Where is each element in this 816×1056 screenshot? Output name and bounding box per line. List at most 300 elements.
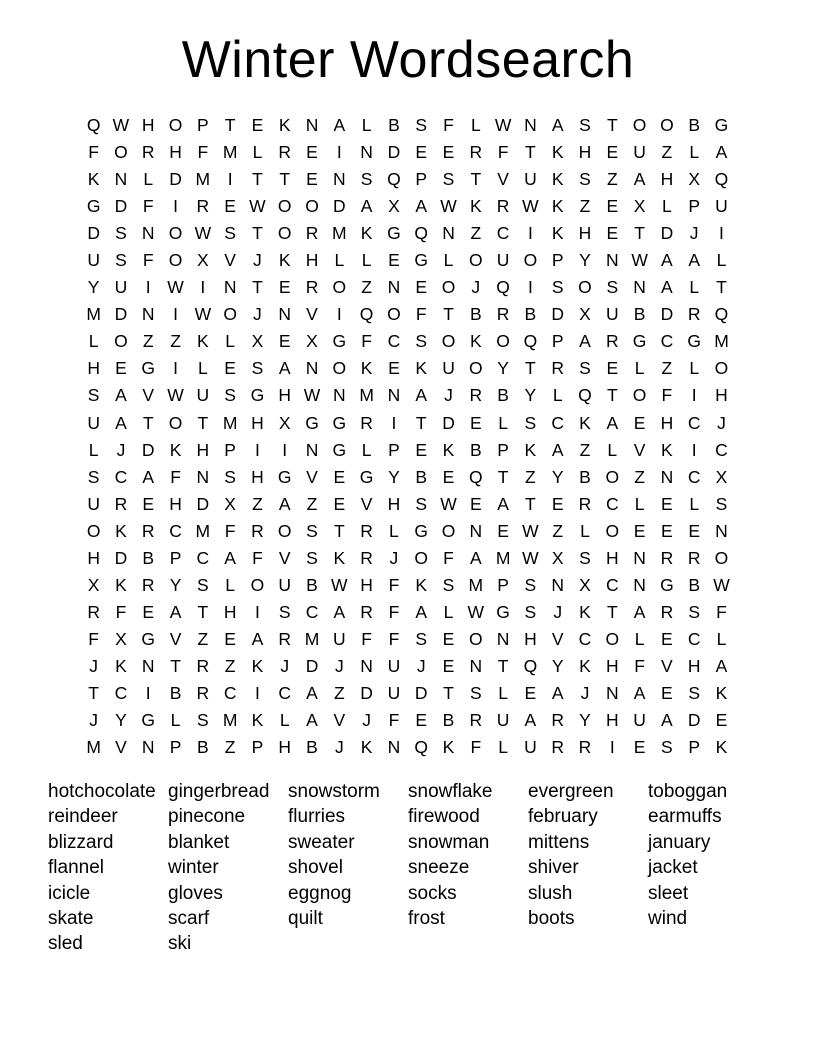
- grid-cell: Q: [387, 169, 401, 190]
- grid-cell: Z: [224, 737, 236, 758]
- grid-cell: K: [551, 223, 564, 244]
- grid-cell: V: [333, 710, 346, 731]
- grid-cell: T: [252, 169, 263, 190]
- grid-cell: N: [387, 385, 401, 406]
- grid-cell: M: [714, 331, 729, 352]
- grid-cell: O: [168, 250, 183, 271]
- grid-cell: R: [578, 737, 592, 758]
- word-list-column: [48, 779, 168, 957]
- grid-cell: G: [332, 331, 347, 352]
- grid-cell: L: [252, 142, 263, 163]
- grid-cell: Z: [661, 142, 673, 163]
- grid-cell: I: [719, 223, 724, 244]
- grid-cell: E: [333, 493, 346, 514]
- grid-cell: N: [387, 277, 401, 298]
- grid-cell: M: [495, 547, 511, 568]
- grid-cell: K: [661, 439, 673, 460]
- grid-cell: O: [277, 196, 292, 217]
- grid-cell: A: [278, 358, 291, 379]
- grid-cell: R: [360, 547, 373, 568]
- grid-cell: N: [333, 385, 346, 406]
- grid-cell: U: [496, 250, 510, 271]
- grid-cell: R: [660, 547, 674, 568]
- grid-cell: E: [497, 520, 509, 541]
- grid-cell: S: [87, 466, 100, 487]
- grid-cell: D: [442, 412, 455, 433]
- grid-cell: J: [334, 655, 344, 676]
- grid-cell: I: [173, 358, 178, 379]
- grid-cell: E: [224, 628, 236, 649]
- grid-cell: E: [633, 412, 646, 433]
- grid-cell: B: [442, 710, 455, 731]
- grid-cell: W: [631, 250, 648, 271]
- grid-cell: W: [331, 574, 348, 595]
- grid-cell: P: [169, 547, 182, 568]
- grid-cell: J: [580, 683, 590, 703]
- page-title: Winter Wordsearch: [181, 31, 635, 89]
- grid-cell: W: [713, 574, 730, 595]
- grid-cell: G: [414, 520, 429, 541]
- grid-cell: K: [551, 169, 564, 190]
- grid-cell: E: [415, 142, 428, 163]
- grid-row: [80, 247, 735, 274]
- grid-cell: V: [278, 547, 291, 568]
- grid-cell: E: [278, 331, 291, 352]
- grid-cell: F: [388, 710, 400, 731]
- word-list-item: february: [528, 806, 598, 828]
- grid-cell: T: [606, 385, 618, 406]
- grid-cell: O: [632, 385, 647, 406]
- grid-cell: O: [660, 115, 674, 136]
- grid-cell: T: [525, 358, 536, 379]
- grid-cell: W: [494, 115, 512, 136]
- grid-cell: S: [415, 115, 428, 136]
- grid-cell: J: [389, 547, 399, 568]
- grid-cell: E: [524, 683, 537, 703]
- grid-cell: O: [441, 331, 456, 352]
- grid-cell: C: [687, 628, 701, 649]
- grid-cell: T: [333, 520, 345, 541]
- word-list-item: flurries: [288, 806, 346, 828]
- grid-cell: K: [442, 439, 455, 460]
- grid-cell: E: [442, 628, 455, 649]
- grid-cell: K: [579, 412, 591, 433]
- wordsearch-grid: [80, 112, 735, 761]
- grid-cell: H: [387, 493, 401, 514]
- grid-cell: N: [141, 304, 155, 325]
- grid-cell: K: [551, 196, 564, 217]
- grid-cell: Y: [579, 250, 591, 271]
- grid-cell: N: [141, 223, 155, 244]
- grid-row: [80, 301, 735, 328]
- grid-cell: J: [116, 439, 126, 460]
- grid-cell: P: [415, 169, 428, 190]
- grid-cell: E: [661, 683, 673, 703]
- grid-cell: L: [361, 250, 372, 271]
- grid-cell: F: [88, 628, 99, 649]
- grid-cell: K: [469, 331, 482, 352]
- grid-cell: O: [168, 412, 183, 433]
- grid-cell: E: [388, 250, 400, 271]
- grid-cell: F: [115, 601, 127, 622]
- grid-cell: T: [525, 142, 536, 163]
- grid-cell: L: [170, 710, 181, 731]
- grid-cell: O: [468, 628, 483, 649]
- grid-cell: M: [86, 737, 101, 758]
- grid-cell: O: [387, 304, 401, 325]
- grid-cell: F: [415, 304, 427, 325]
- grid-cell: A: [360, 196, 373, 217]
- grid-cell: O: [605, 466, 620, 487]
- grid-cell: T: [142, 412, 154, 433]
- grid-row: [80, 707, 735, 734]
- grid-cell: T: [279, 169, 291, 190]
- grid-cell: A: [415, 196, 428, 217]
- word-list-item: jacket: [648, 857, 698, 879]
- grid-cell: J: [89, 710, 99, 731]
- grid-cell: M: [222, 412, 238, 433]
- grid-cell: A: [661, 277, 673, 298]
- grid-cell: K: [360, 737, 373, 758]
- grid-cell: C: [169, 520, 182, 541]
- grid-cell: T: [606, 115, 618, 136]
- grid-cell: E: [715, 710, 728, 731]
- grid-cell: S: [606, 277, 619, 298]
- grid-cell: W: [112, 115, 130, 136]
- grid-cell: T: [497, 655, 509, 676]
- grid-cell: L: [334, 250, 345, 271]
- grid-cell: G: [496, 601, 510, 622]
- word-list-item: sneeze: [408, 857, 470, 879]
- grid-cell: T: [252, 223, 263, 244]
- grid-cell: M: [222, 710, 238, 731]
- grid-cell: E: [251, 115, 264, 136]
- grid-cell: R: [469, 710, 483, 731]
- grid-cell: W: [303, 385, 321, 406]
- grid-row: [80, 518, 735, 545]
- grid-cell: Z: [552, 520, 564, 541]
- grid-cell: D: [551, 304, 565, 325]
- grid-cell: K: [579, 601, 591, 622]
- grid-cell: U: [333, 628, 346, 649]
- grid-cell: H: [605, 655, 619, 676]
- grid-cell: R: [278, 142, 292, 163]
- word-list-item: skate: [48, 908, 94, 930]
- grid-cell: W: [167, 385, 184, 406]
- grid-cell: O: [332, 277, 347, 298]
- grid-cell: L: [498, 412, 508, 433]
- grid-cell: O: [714, 547, 729, 568]
- grid-cell: X: [579, 574, 591, 595]
- grid-cell: V: [497, 169, 509, 190]
- grid-cell: F: [88, 142, 99, 163]
- grid-row: [80, 382, 735, 409]
- grid-cell: H: [278, 737, 292, 758]
- grid-cell: N: [660, 466, 674, 487]
- grid-cell: V: [115, 737, 127, 758]
- grid-cell: R: [87, 601, 100, 622]
- grid-cell: Q: [578, 385, 592, 406]
- grid-cell: W: [522, 547, 539, 568]
- grid-cell: A: [715, 142, 728, 163]
- grid-cell: G: [414, 250, 429, 271]
- grid-row: [80, 491, 735, 518]
- grid-cell: S: [115, 250, 127, 271]
- grid-cell: K: [278, 250, 291, 271]
- grid-cell: T: [470, 169, 482, 190]
- grid-cell: I: [609, 737, 615, 758]
- word-list-item: snowstorm: [288, 781, 380, 802]
- grid-cell: W: [522, 196, 539, 217]
- grid-cell: K: [415, 574, 428, 595]
- grid-cell: I: [254, 439, 260, 460]
- grid-cell: E: [224, 196, 236, 217]
- grid-cell: K: [251, 655, 264, 676]
- word-list-item: snowman: [408, 831, 490, 853]
- grid-cell: I: [254, 683, 260, 703]
- grid-cell: Y: [497, 358, 509, 379]
- grid-cell: C: [223, 683, 237, 703]
- grid-cell: U: [387, 683, 401, 703]
- grid-cell: D: [387, 142, 401, 163]
- word-list-item: ski: [168, 933, 192, 955]
- grid-row: [80, 626, 735, 653]
- grid-cell: L: [361, 439, 372, 460]
- grid-cell: O: [496, 331, 510, 352]
- word-list-item: mittens: [528, 831, 590, 853]
- grid-cell: C: [605, 574, 619, 595]
- grid-cell: B: [415, 466, 428, 487]
- grid-cell: N: [605, 250, 619, 271]
- word-list-item: sweater: [288, 831, 355, 853]
- grid-cell: R: [687, 304, 701, 325]
- grid-cell: S: [524, 412, 537, 433]
- grid-cell: O: [250, 574, 265, 595]
- grid-cell: K: [278, 115, 291, 136]
- grid-cell: N: [524, 115, 537, 136]
- grid-row: [80, 328, 735, 355]
- grid-cell: G: [632, 331, 647, 352]
- grid-cell: N: [442, 223, 455, 244]
- grid-cell: N: [360, 655, 373, 676]
- word-list-item: toboggan: [648, 781, 728, 802]
- grid-cell: S: [715, 493, 728, 514]
- grid-cell: L: [389, 520, 399, 541]
- grid-cell: A: [142, 466, 155, 487]
- grid-cell: G: [387, 223, 401, 244]
- grid-cell: K: [333, 547, 346, 568]
- grid-cell: Z: [579, 196, 591, 217]
- grid-cell: O: [441, 520, 456, 541]
- grid-cell: R: [360, 601, 373, 622]
- grid-cell: E: [388, 358, 400, 379]
- word-list-column: [408, 779, 528, 957]
- grid-cell: H: [360, 574, 373, 595]
- grid-cell: B: [633, 304, 646, 325]
- grid-cell: H: [169, 142, 182, 163]
- grid-cell: U: [442, 358, 455, 379]
- grid-cell: E: [469, 493, 482, 514]
- grid-cell: C: [278, 683, 292, 703]
- grid-cell: T: [443, 683, 454, 703]
- grid-cell: V: [306, 466, 318, 487]
- grid-cell: S: [579, 547, 591, 568]
- grid-cell: T: [88, 683, 99, 703]
- grid-cell: O: [441, 277, 456, 298]
- word-list-item: socks: [408, 882, 457, 904]
- grid-cell: S: [115, 223, 127, 244]
- grid-cell: A: [115, 412, 127, 433]
- grid-cell: A: [579, 331, 591, 352]
- grid-cell: S: [306, 520, 318, 541]
- word-list-item: blizzard: [48, 831, 114, 853]
- grid-cell: V: [306, 304, 318, 325]
- grid-cell: C: [496, 223, 510, 244]
- grid-cell: E: [224, 358, 236, 379]
- grid-cell: Q: [359, 304, 374, 325]
- grid-cell: S: [442, 169, 455, 190]
- grid-cell: B: [469, 304, 482, 325]
- grid-cell: I: [336, 304, 342, 325]
- grid-cell: A: [169, 601, 182, 622]
- grid-cell: N: [469, 520, 483, 541]
- grid-cell: E: [606, 358, 619, 379]
- grid-cell: A: [606, 412, 619, 433]
- grid-cell: O: [523, 250, 538, 271]
- grid-cell: U: [87, 250, 100, 271]
- word-list-item: reindeer: [48, 806, 118, 828]
- grid-cell: S: [87, 385, 100, 406]
- grid-cell: H: [687, 655, 701, 676]
- grid-cell: K: [115, 655, 127, 676]
- grid-cell: E: [606, 196, 619, 217]
- grid-cell: R: [469, 142, 483, 163]
- grid-cell: A: [224, 547, 236, 568]
- word-list-item: wind: [648, 908, 688, 930]
- grid-cell: R: [278, 628, 292, 649]
- word-list-item: sleet: [648, 882, 689, 904]
- grid-cell: O: [114, 142, 128, 163]
- grid-cell: I: [691, 439, 697, 460]
- grid-cell: F: [361, 628, 372, 649]
- grid-cell: H: [605, 547, 619, 568]
- grid-cell: T: [170, 655, 181, 676]
- grid-cell: Z: [306, 493, 318, 514]
- grid-cell: O: [332, 358, 347, 379]
- grid-cell: F: [470, 737, 482, 758]
- grid-cell: T: [197, 601, 209, 622]
- grid-cell: T: [497, 466, 509, 487]
- grid-cell: L: [634, 358, 645, 379]
- grid-cell: L: [361, 115, 372, 136]
- grid-cell: U: [633, 142, 646, 163]
- grid-cell: K: [715, 737, 728, 758]
- grid-cell: X: [87, 574, 100, 595]
- grid-cell: U: [387, 655, 401, 676]
- grid-cell: H: [169, 493, 182, 514]
- word-list-item: sled: [48, 933, 83, 955]
- grid-cell: H: [305, 250, 319, 271]
- grid-cell: C: [114, 466, 128, 487]
- grid-cell: K: [115, 574, 127, 595]
- grid-cell: Q: [414, 737, 429, 758]
- grid-cell: T: [606, 601, 618, 622]
- grid-cell: U: [633, 710, 646, 731]
- grid-cell: Y: [169, 574, 182, 595]
- grid-cell: S: [661, 737, 673, 758]
- grid-cell: A: [306, 683, 318, 703]
- grid-cell: M: [222, 142, 238, 163]
- grid-cell: Q: [714, 304, 729, 325]
- grid-cell: R: [305, 223, 319, 244]
- grid-cell: K: [715, 683, 728, 703]
- grid-cell: Z: [333, 683, 345, 703]
- grid-cell: R: [251, 520, 264, 541]
- grid-cell: U: [87, 412, 100, 433]
- grid-cell: H: [605, 710, 619, 731]
- grid-row: [80, 464, 735, 491]
- grid-cell: A: [688, 250, 701, 271]
- grid-cell: Z: [606, 169, 618, 190]
- grid-cell: R: [469, 385, 483, 406]
- grid-cell: G: [277, 466, 292, 487]
- grid-cell: R: [360, 412, 373, 433]
- grid-cell: B: [524, 304, 537, 325]
- grid-cell: E: [633, 520, 646, 541]
- grid-cell: K: [196, 331, 209, 352]
- grid-cell: T: [634, 223, 645, 244]
- grid-cell: S: [579, 169, 591, 190]
- grid-cell: T: [525, 493, 536, 514]
- grid-cell: Z: [661, 358, 673, 379]
- grid-cell: F: [388, 601, 400, 622]
- grid-cell: L: [88, 439, 99, 460]
- grid-cell: P: [196, 115, 209, 136]
- grid-cell: G: [714, 115, 729, 136]
- grid-cell: I: [691, 385, 697, 406]
- grid-cell: R: [141, 142, 155, 163]
- grid-cell: H: [223, 601, 237, 622]
- grid-cell: S: [306, 547, 318, 568]
- grid-cell: I: [527, 277, 533, 298]
- grid-cell: S: [251, 358, 264, 379]
- grid-cell: N: [496, 628, 510, 649]
- grid-cell: A: [633, 683, 646, 703]
- grid-cell: D: [660, 304, 674, 325]
- grid-cell: E: [442, 142, 455, 163]
- grid-cell: P: [551, 331, 564, 352]
- grid-cell: G: [250, 385, 265, 406]
- grid-cell: L: [88, 331, 99, 352]
- grid-row: [80, 274, 735, 301]
- grid-cell: B: [388, 115, 400, 136]
- grid-cell: M: [468, 574, 484, 595]
- grid-cell: D: [141, 439, 155, 460]
- grid-cell: H: [87, 547, 100, 568]
- grid-cell: L: [716, 250, 727, 271]
- grid-cell: N: [305, 439, 319, 460]
- grid-cell: H: [251, 466, 264, 487]
- grid-cell: E: [606, 142, 619, 163]
- grid-cell: B: [306, 574, 318, 595]
- grid-cell: E: [278, 277, 291, 298]
- word-list-item: eggnog: [288, 882, 352, 904]
- grid-cell: Q: [468, 466, 483, 487]
- grid-cell: E: [142, 493, 155, 514]
- grid-cell: Z: [197, 628, 209, 649]
- grid-cell: Y: [551, 466, 564, 487]
- grid-cell: D: [305, 655, 319, 676]
